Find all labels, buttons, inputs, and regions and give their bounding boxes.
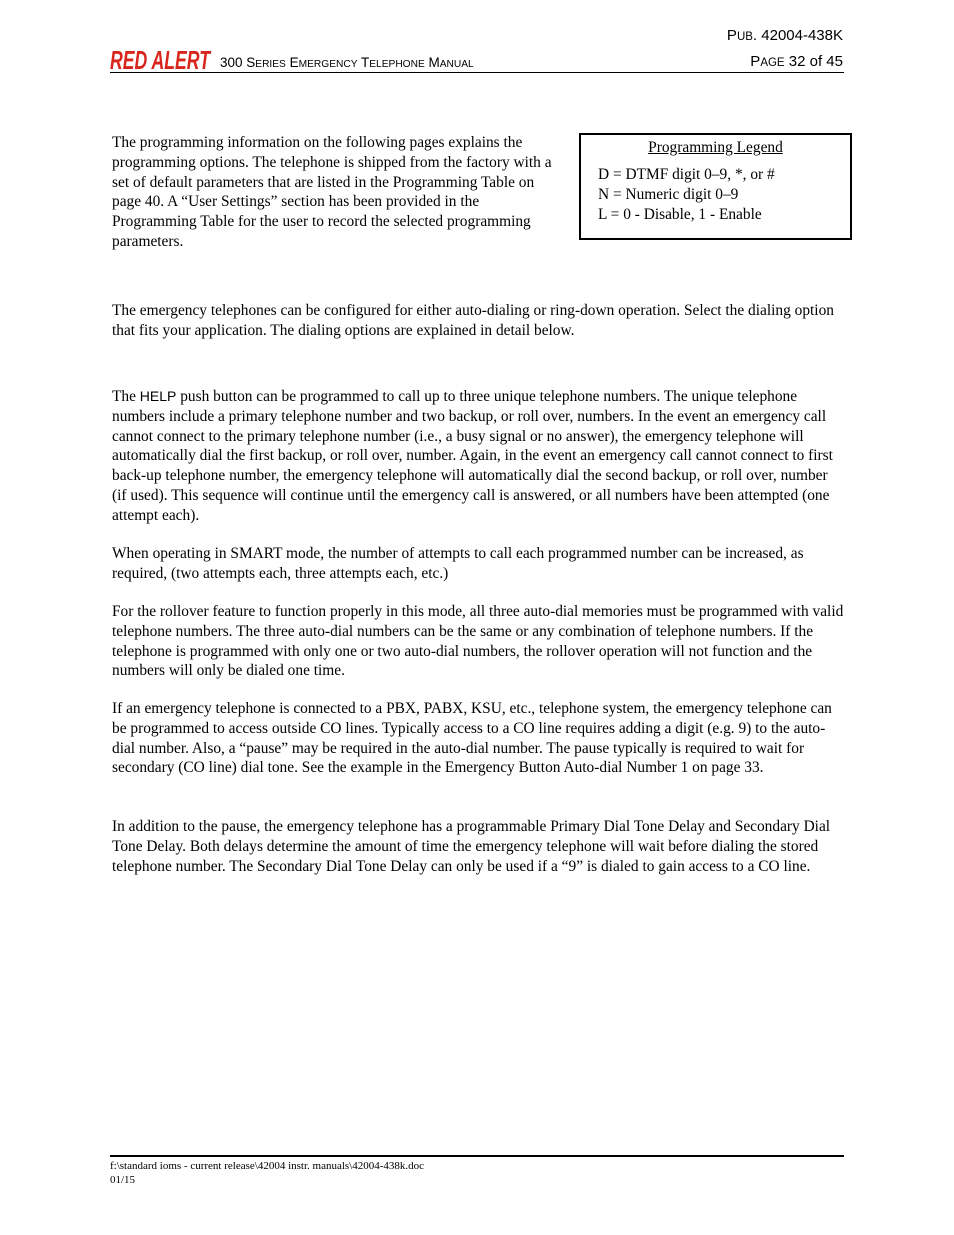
pub-prefix-initial: P [726, 27, 737, 44]
rollover-paragraph: For the rollover feature to function properly in this mode, all three auto-dial memories must be programmed with valid telephone numbers. The three auto-dial numbers can be the same or any combination of telephone numbers. If the telephone is programmed with only one or two auto-dial numbers, the rollover operation will not function and the numbers will only be dialed one time. [112, 603, 844, 680]
programming-legend-box [579, 133, 852, 240]
header-divider [110, 72, 844, 73]
help-keyword: HELP [139, 388, 177, 404]
dialing-options-paragraph: The emergency telephones can be configured for either auto-dialing or ring-down operation. Select the dialing option that fits your application. The dialing options are explained in detail below. [112, 302, 834, 339]
manual-title: 300 SERIES EMERGENCY TELEPHONE MANUAL [220, 55, 474, 70]
help-button-paragraph: The HELP push button can be programmed to call up to three unique telephone numbers. The unique telephone numbers include a primary telephone number and two backup, or roll over, numbers. In the event an emergency call cannot connect to the primary telephone number (i.e., a busy signal or no answer), the emergency telephone will automatically dial the first backup, or roll over, number. Again, in the event an emergency call cannot connect to first back-up telephone number, the emergency telephone will automatically dial the second backup, or roll over, number (if used). This sequence will continue until the emergency call is answered, or all numbers have been attempted (one attempt each). [112, 388, 833, 524]
red-alert-logo [110, 44, 214, 72]
pbx-paragraph: If an emergency telephone is connected to a PBX, PABX, KSU, etc., telephone system, the emergency telephone can be programmed to access outside CO lines. Typically access to a CO line requires adding a digit (e.g. 9) to the auto-dial number. Also, a “pause” may be required in the auto-dial number. The pause typically is required to wait for secondary (CO line) dial tone. See the example in the Emergency Button Auto-dial Number 1 on page 33. [112, 700, 832, 777]
intro-paragraph: The programming information on the following pages explains the programming options. The telephone is shipped from the factory with a set of default parameters that are listed in the Programming Table on page 40. A “User Settings” section has been provided in the Programming Table for the user to record the selected programming parameters. [112, 134, 552, 250]
pub-prefix-smallcaps: UB [736, 31, 753, 43]
legend-item-l: L = 0 - Disable, 1 - Enable [598, 206, 762, 223]
footer-divider [110, 1155, 844, 1157]
pub-number-value: . 42004-438K [752, 27, 843, 44]
smart-mode-paragraph: When operating in SMART mode, the number of attempts to call each programmed number can be increased, as required, (two attempts each, three attempts each, etc.) [112, 545, 804, 582]
legend-item-n: N = Numeric digit 0–9 [598, 186, 739, 203]
publication-number [600, 27, 843, 44]
footer-date: 01/15 [110, 1174, 136, 1186]
footer-file-path: f:\standard ioms - current release\42004 instr. manuals\42004-438k.doc [110, 1160, 425, 1172]
legend-title: Programming Legend [648, 139, 783, 156]
page-number: PAGE 32 of 45 [750, 53, 843, 70]
logo-text: RED ALERT [110, 45, 212, 72]
dial-tone-delay-paragraph: In addition to the pause, the emergency telephone has a programmable Primary Dial Tone Delay and Secondary Dial Tone Delay. Both delays determine the amount of time the emergency telephone will wait before dialing the stored telephone number. The Secondary Dial Tone Delay can only be used if a “9” is dialed to gain access to a CO line. [112, 818, 831, 875]
legend-item-d: D = DTMF digit 0–9, *, or # [598, 166, 775, 183]
